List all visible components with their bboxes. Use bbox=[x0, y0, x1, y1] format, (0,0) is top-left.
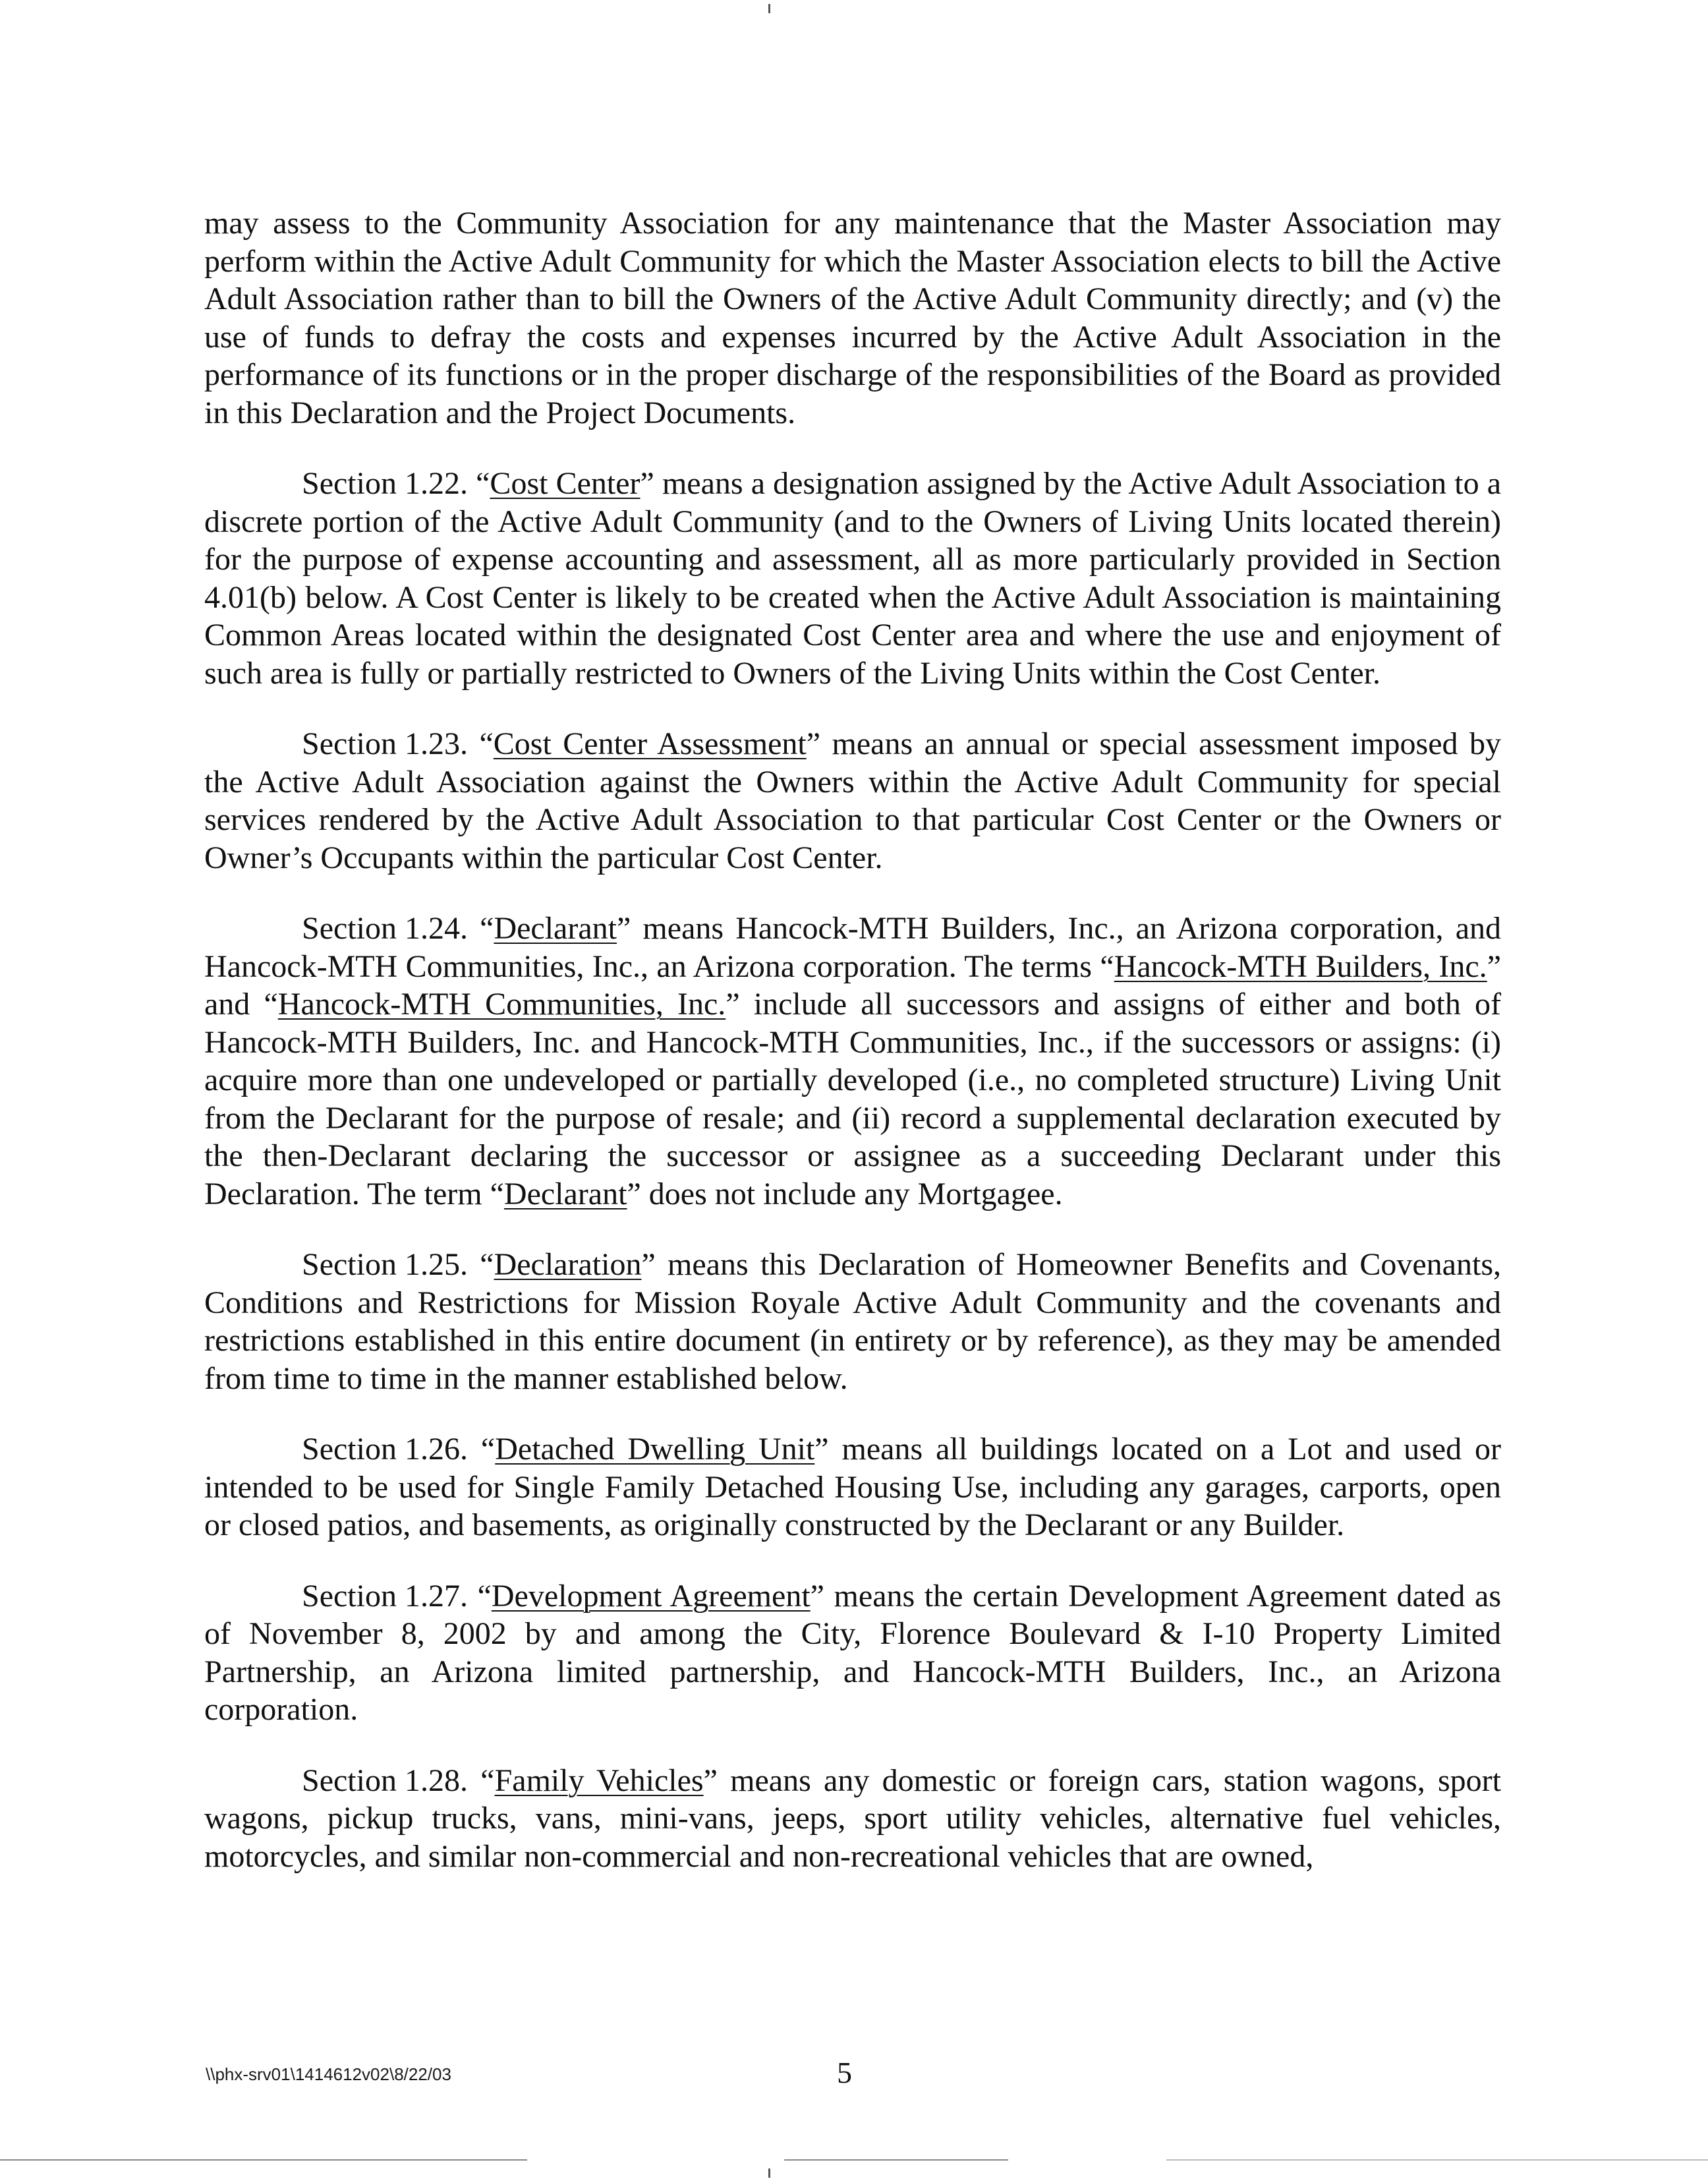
defined-term: Family Vehicles bbox=[494, 1762, 704, 1798]
definition-text: ” does not include any Mortgagee. bbox=[627, 1176, 1063, 1211]
definition-text: ” means an annual or special assessment imposed by the Active Adult Association against the Owners within the Active Adult Community for special services rendered by the Active Adult Association to that particular Cost Center or the Owners or Owner’s Occupants within the particular Cost Center. bbox=[204, 726, 1502, 875]
defined-term: Declarant bbox=[503, 1176, 627, 1211]
section-number: Section 1.27. bbox=[302, 1578, 468, 1614]
defined-term: Development Agreement bbox=[491, 1578, 811, 1614]
definition-text: ” means Hancock-MTH Builders, Inc., an Arizona corporation, and Hancock-MTH Communities, Inc., an Arizona corporation. The terms “ bbox=[204, 911, 1502, 984]
open-quote: “ bbox=[479, 726, 494, 761]
section-number: Section 1.23. bbox=[302, 726, 468, 761]
section-1-27 bbox=[204, 1577, 1501, 1729]
section-number: Section 1.24. bbox=[302, 911, 468, 946]
open-quote: “ bbox=[480, 1432, 496, 1467]
open-quote: “ bbox=[476, 466, 490, 501]
open-quote: “ bbox=[480, 911, 494, 946]
scan-line-bottom-mid bbox=[784, 2159, 1008, 2161]
scan-tick-bottom bbox=[768, 2168, 770, 2178]
section-1-28 bbox=[204, 1762, 1501, 1876]
defined-term: Declaration bbox=[494, 1247, 642, 1282]
scan-tick-top bbox=[768, 4, 770, 13]
paragraph-continuation bbox=[204, 204, 1501, 432]
definition-text: ” means any domestic or foreign cars, station wagons, sport wagons, pickup trucks, vans, mini-vans, jeeps, sport utility vehicles, alternative fuel vehicles, motorcycles, and similar non-commercial and non-recreational vehicles that are owned, bbox=[204, 1762, 1501, 1874]
section-1-22 bbox=[204, 465, 1501, 692]
scan-line-bottom-left bbox=[0, 2159, 527, 2161]
paragraph-text: may assess to the Community Association for any maintenance that the Master Association may perform within the Active Adult Community for which the Master Association elects to bill the Active Adult Association rather than to bill the Owners of the Active Adult Community directly; and (v) the use of funds to defray the costs and expenses incurred by the Active Adult Association in the performance of its functions or in the proper discharge of the responsibilities of the Board as provided in this Declaration and the Project Documents. bbox=[204, 206, 1501, 430]
section-1-25 bbox=[204, 1246, 1501, 1397]
defined-term: Declarant bbox=[494, 911, 617, 946]
section-number: Section 1.26. bbox=[302, 1432, 468, 1467]
open-quote: “ bbox=[477, 1578, 492, 1614]
definition-text: ” and “ bbox=[204, 948, 1501, 1022]
definition-text: ” means a designation assigned by the Active Adult Association to a discrete portion of the Active Adult Community (and to the Owners of Living Units located therein) for the purpose of expense accounting and assessment, all as more particularly provided in Section 4.01(b) below. A Cost Center is likely to be created when the Active Adult Association is maintaining Common Areas located within the designated Cost Center area and where the use and enjoyment of such area is fully or partially restricted to Owners of the Living Units within the Cost Center. bbox=[204, 466, 1501, 691]
section-number: Section 1.25. bbox=[302, 1247, 468, 1282]
defined-term: Hancock-MTH Communities, Inc. bbox=[277, 987, 726, 1022]
defined-term: Cost Center bbox=[490, 466, 640, 501]
defined-term: Detached Dwelling Unit bbox=[495, 1432, 815, 1467]
footer-document-id: \\phx-srv01\1414612v02\8/22/03 bbox=[206, 2064, 451, 2084]
open-quote: “ bbox=[480, 1247, 494, 1282]
definition-text: ” means all buildings located on a Lot and used or intended to be used for Single Family Detached Housing Use, including any garages, carports, open or closed patios, and basements, as originally constructed by the Declarant or any Builder. bbox=[204, 1432, 1502, 1542]
section-1-23 bbox=[204, 725, 1501, 877]
section-number: Section 1.28. bbox=[302, 1762, 468, 1798]
definition-text: ” means this Declaration of Homeowner Benefits and Covenants, Conditions and Restrictions for Mission Royale Active Adult Community and the covenants and restrictions established in this entire document (in entirety or by reference), as they may be amended from time to time in the manner established below. bbox=[204, 1247, 1501, 1396]
defined-term: Cost Center Assessment bbox=[493, 726, 807, 761]
document-body bbox=[204, 204, 1501, 1908]
page-number: 5 bbox=[837, 2056, 852, 2089]
definition-text: ” include all successors and assigns of either and both of Hancock-MTH Builders, Inc. and Hancock-MTH Communities, Inc., if the successors or assigns: (i) acquire more than one undeveloped or partially developed (i.e., no completed structure) Living Unit from the Declarant for the purpose of resale; and (ii) record a supplemental declaration executed by the then-Declarant declaring the successor or assignee as a succeeding Declarant under this Declaration. The term “ bbox=[204, 987, 1501, 1211]
section-number: Section 1.22. bbox=[302, 466, 468, 501]
open-quote: “ bbox=[480, 1762, 495, 1798]
section-1-24 bbox=[204, 910, 1501, 1213]
scan-line-bottom-right bbox=[1166, 2159, 1708, 2161]
defined-term: Hancock-MTH Builders, Inc. bbox=[1114, 948, 1487, 984]
definition-text: ” means the certain Development Agreement dated as of November 8, 2002 by and among the City, Florence Boulevard & I-10 Property Limited Partnership, an Arizona limited partnership, and Hancock-MTH Builders, Inc., an Arizona corporation. bbox=[204, 1578, 1502, 1727]
section-1-26 bbox=[204, 1430, 1501, 1544]
